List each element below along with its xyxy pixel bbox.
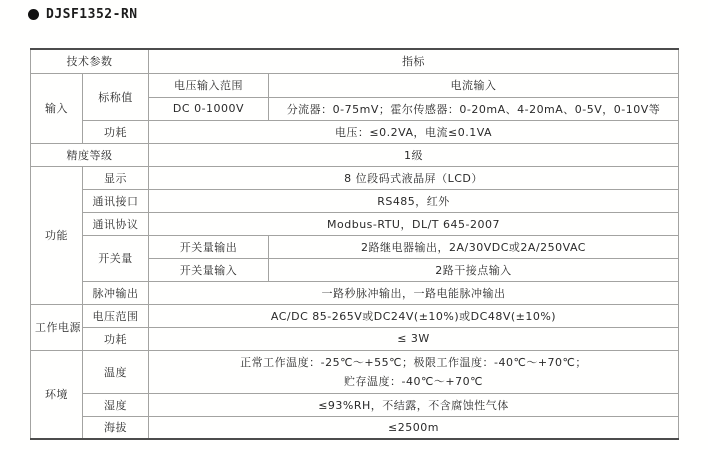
cell-pulse-label: 脉冲输出 [83, 281, 149, 304]
cell-environment-label: 环境 [31, 350, 83, 439]
table-row [31, 393, 679, 416]
table-header-row [31, 49, 679, 73]
cell-function-label: 功能 [31, 166, 83, 304]
table-row [31, 304, 679, 327]
cell-dc-range-label: DC 0-1000V [149, 97, 269, 120]
cell-ps-consumption-value: ≤ 3W [149, 327, 679, 350]
table-row [31, 73, 679, 97]
table-row [31, 166, 679, 189]
cell-display-label: 显示 [83, 166, 149, 189]
table-row [31, 143, 679, 166]
cell-display-value: 8 位段码式液晶屏（LCD） [149, 166, 679, 189]
temperature-line-1: 正常工作温度：-25℃～+55℃；极限工作温度：-40℃～+70℃； [240, 355, 587, 369]
cell-ps-voltage-label: 电压范围 [83, 304, 149, 327]
header-indicator: 指标 [149, 49, 679, 73]
cell-current-input-value: 电流输入 [269, 73, 679, 97]
cell-power-supply-label: 工作电源 [31, 304, 83, 350]
cell-accuracy-value: 1级 [149, 143, 679, 166]
table-row [31, 416, 679, 439]
cell-input-label: 输入 [31, 73, 83, 143]
cell-comm-interface-value: RS485，红外 [149, 189, 679, 212]
cell-switch-out-value: 2路继电器输出，2A/30VDC或2A/250VAC [269, 235, 679, 258]
cell-switch-in-label: 开关量输入 [149, 258, 269, 281]
cell-ps-consumption-label: 功耗 [83, 327, 149, 350]
cell-humidity-value: ≤93%RH，不结露，不含腐蚀性气体 [149, 393, 679, 416]
table-row [31, 120, 679, 143]
cell-pulse-value: 一路秒脉冲输出，一路电能脉冲输出 [149, 281, 679, 304]
cell-dc-range-value: 分流器：0-75mV；霍尔传感器：0-20mA、4-20mA、0-5V，0-10V等 [269, 97, 679, 120]
table-row [31, 327, 679, 350]
cell-comm-protocol-value: Modbus-RTU，DL/T 645-2007 [149, 212, 679, 235]
table-row [31, 350, 679, 393]
temperature-line-2: 贮存温度：-40℃～+70℃ [344, 374, 483, 388]
table-row [31, 212, 679, 235]
cell-altitude-value: ≤2500m [149, 416, 679, 439]
bullet-icon [28, 9, 39, 20]
cell-temperature-value [149, 350, 679, 393]
cell-switch-label: 开关量 [83, 235, 149, 281]
cell-comm-protocol-label: 通讯协议 [83, 212, 149, 235]
cell-input-power-label: 功耗 [83, 120, 149, 143]
cell-temperature-label: 温度 [83, 350, 149, 393]
table-row [31, 235, 679, 258]
cell-nominal-label: 标称值 [83, 73, 149, 120]
table-row [31, 189, 679, 212]
table-row [31, 281, 679, 304]
cell-input-power-value: 电压：≤0.2VA，电流≤0.1VA [149, 120, 679, 143]
cell-humidity-label: 湿度 [83, 393, 149, 416]
spec-table [30, 48, 679, 440]
product-title-row [28, 7, 138, 22]
header-tech-params: 技术参数 [31, 49, 149, 73]
cell-switch-in-value: 2路干接点输入 [269, 258, 679, 281]
cell-comm-interface-label: 通讯接口 [83, 189, 149, 212]
cell-accuracy-label: 精度等级 [31, 143, 149, 166]
cell-altitude-label: 海拔 [83, 416, 149, 439]
cell-voltage-range-label: 电压输入范围 [149, 73, 269, 97]
cell-switch-out-label: 开关量输出 [149, 235, 269, 258]
cell-ps-voltage-value: AC/DC 85-265V或DC24V(±10%)或DC48V(±10%) [149, 304, 679, 327]
product-title: DJSF1352-RN [46, 7, 138, 22]
